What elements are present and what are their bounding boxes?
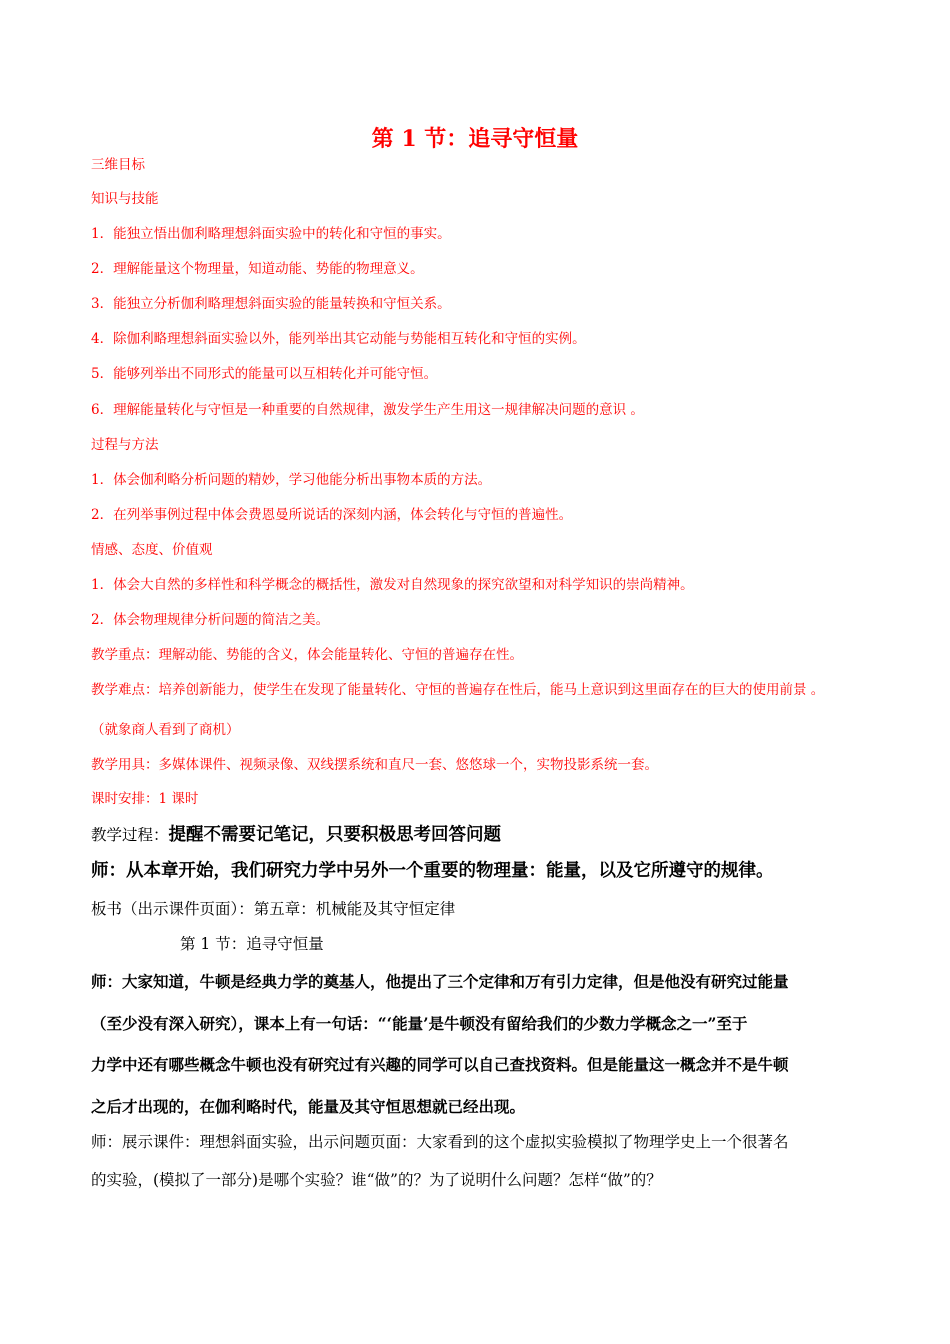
process-item: 2．在列举事例过程中体会费恩曼所说话的深刻内涵，体会转化与守恒的普遍性。 [91,507,573,523]
knowledge-item: 6．理解能量转化与守恒是一种重要的自然规律，激发学生产生用这一规律解决问题的意识 。 [91,402,644,418]
page-title: 第 1 节：追寻守恒量 [371,126,579,152]
difficulty: 教学难点：培养创新能力，使学生在发现了能量转化、守恒的普遍存在性后，能马上意识到这里面存在的巨大的使用前景 。 [91,682,825,698]
process-item: 1．体会伽利略分析问题的精妙，学习他能分析出事物本质的方法。 [91,472,492,488]
board-line-section: 第 1 节：追寻守恒量 [180,935,324,953]
process-line [91,821,501,846]
paragraph-line: 师：大家知道，牛顿是经典力学的奠基人，他提出了三个定律和万有引力定律，但是他没有研究过能量 [91,972,789,991]
teaching-tools: 教学用具：多媒体课件、视频录像、双线摆系统和直尺一套、悠悠球一个，实物投影系统一套。 [91,757,658,773]
knowledge-item: 4．除伽利略理想斜面实验以外，能列举出其它动能与势能相互转化和守恒的实例。 [91,331,586,347]
values-item: 2．体会物理规律分析问题的简洁之美。 [91,612,330,628]
process-heading: 过程与方法 [91,437,159,453]
values-item: 1．体会大自然的多样性和科学概念的概括性，激发对自然现象的探究欲望和对科学知识的崇尚精神。 [91,577,694,593]
paragraph-line: 之后才出现的，在伽利略时代，能量及其守恒思想就已经出现。 [91,1097,526,1116]
knowledge-heading: 知识与技能 [91,191,159,207]
objectives-heading: 三维目标 [91,157,145,173]
values-heading: 情感、态度、价值观 [91,542,213,558]
knowledge-item: 5．能够列举出不同形式的能量可以互相转化并可能守恒。 [91,366,438,382]
board-line-chapter: 板书（出示课件页面）：第五章：机械能及其守恒定律 [91,900,456,918]
paragraph-line: 力学中还有哪些概念牛顿也没有研究过有兴趣的同学可以自己查找资料。但是能量这一概念并不是牛顿 [91,1055,789,1074]
paragraph-line: 师：展示课件：理想斜面实验，出示问题页面：大家看到的这个虚拟实验模拟了物理学史上一个很著名 [91,1133,789,1151]
process-label: 教学过程： [91,826,169,844]
paragraph-line: 的实验，(模拟了一部分)是哪个实验？谁“做”的？为了说明什么问题？怎样“做”的？ [91,1171,662,1189]
paragraph-line: （至少没有深入研究），课本上有一句话：“‘能量’是牛顿没有留给我们的少数力学概念之一”至于 [91,1014,748,1033]
teacher-intro: 师：从本章开始，我们研究力学中另外一个重要的物理量：能量，以及它所遵守的规律。 [91,861,774,881]
knowledge-item: 1．能独立悟出伽利略理想斜面实验中的转化和守恒的事实。 [91,226,451,242]
knowledge-item: 3．能独立分析伽利略理想斜面实验的能量转换和守恒关系。 [91,296,451,312]
process-reminder: 提醒不需要记笔记，只要积极思考回答问题 [168,825,502,845]
schedule: 课时安排：1 课时 [91,791,199,807]
knowledge-item: 2．理解能量这个物理量，知道动能、势能的物理意义。 [91,261,424,277]
key-points: 教学重点：理解动能、势能的含义，体会能量转化、守恒的普遍存在性。 [91,647,523,663]
difficulty-note: （就象商人看到了商机） [91,722,240,738]
